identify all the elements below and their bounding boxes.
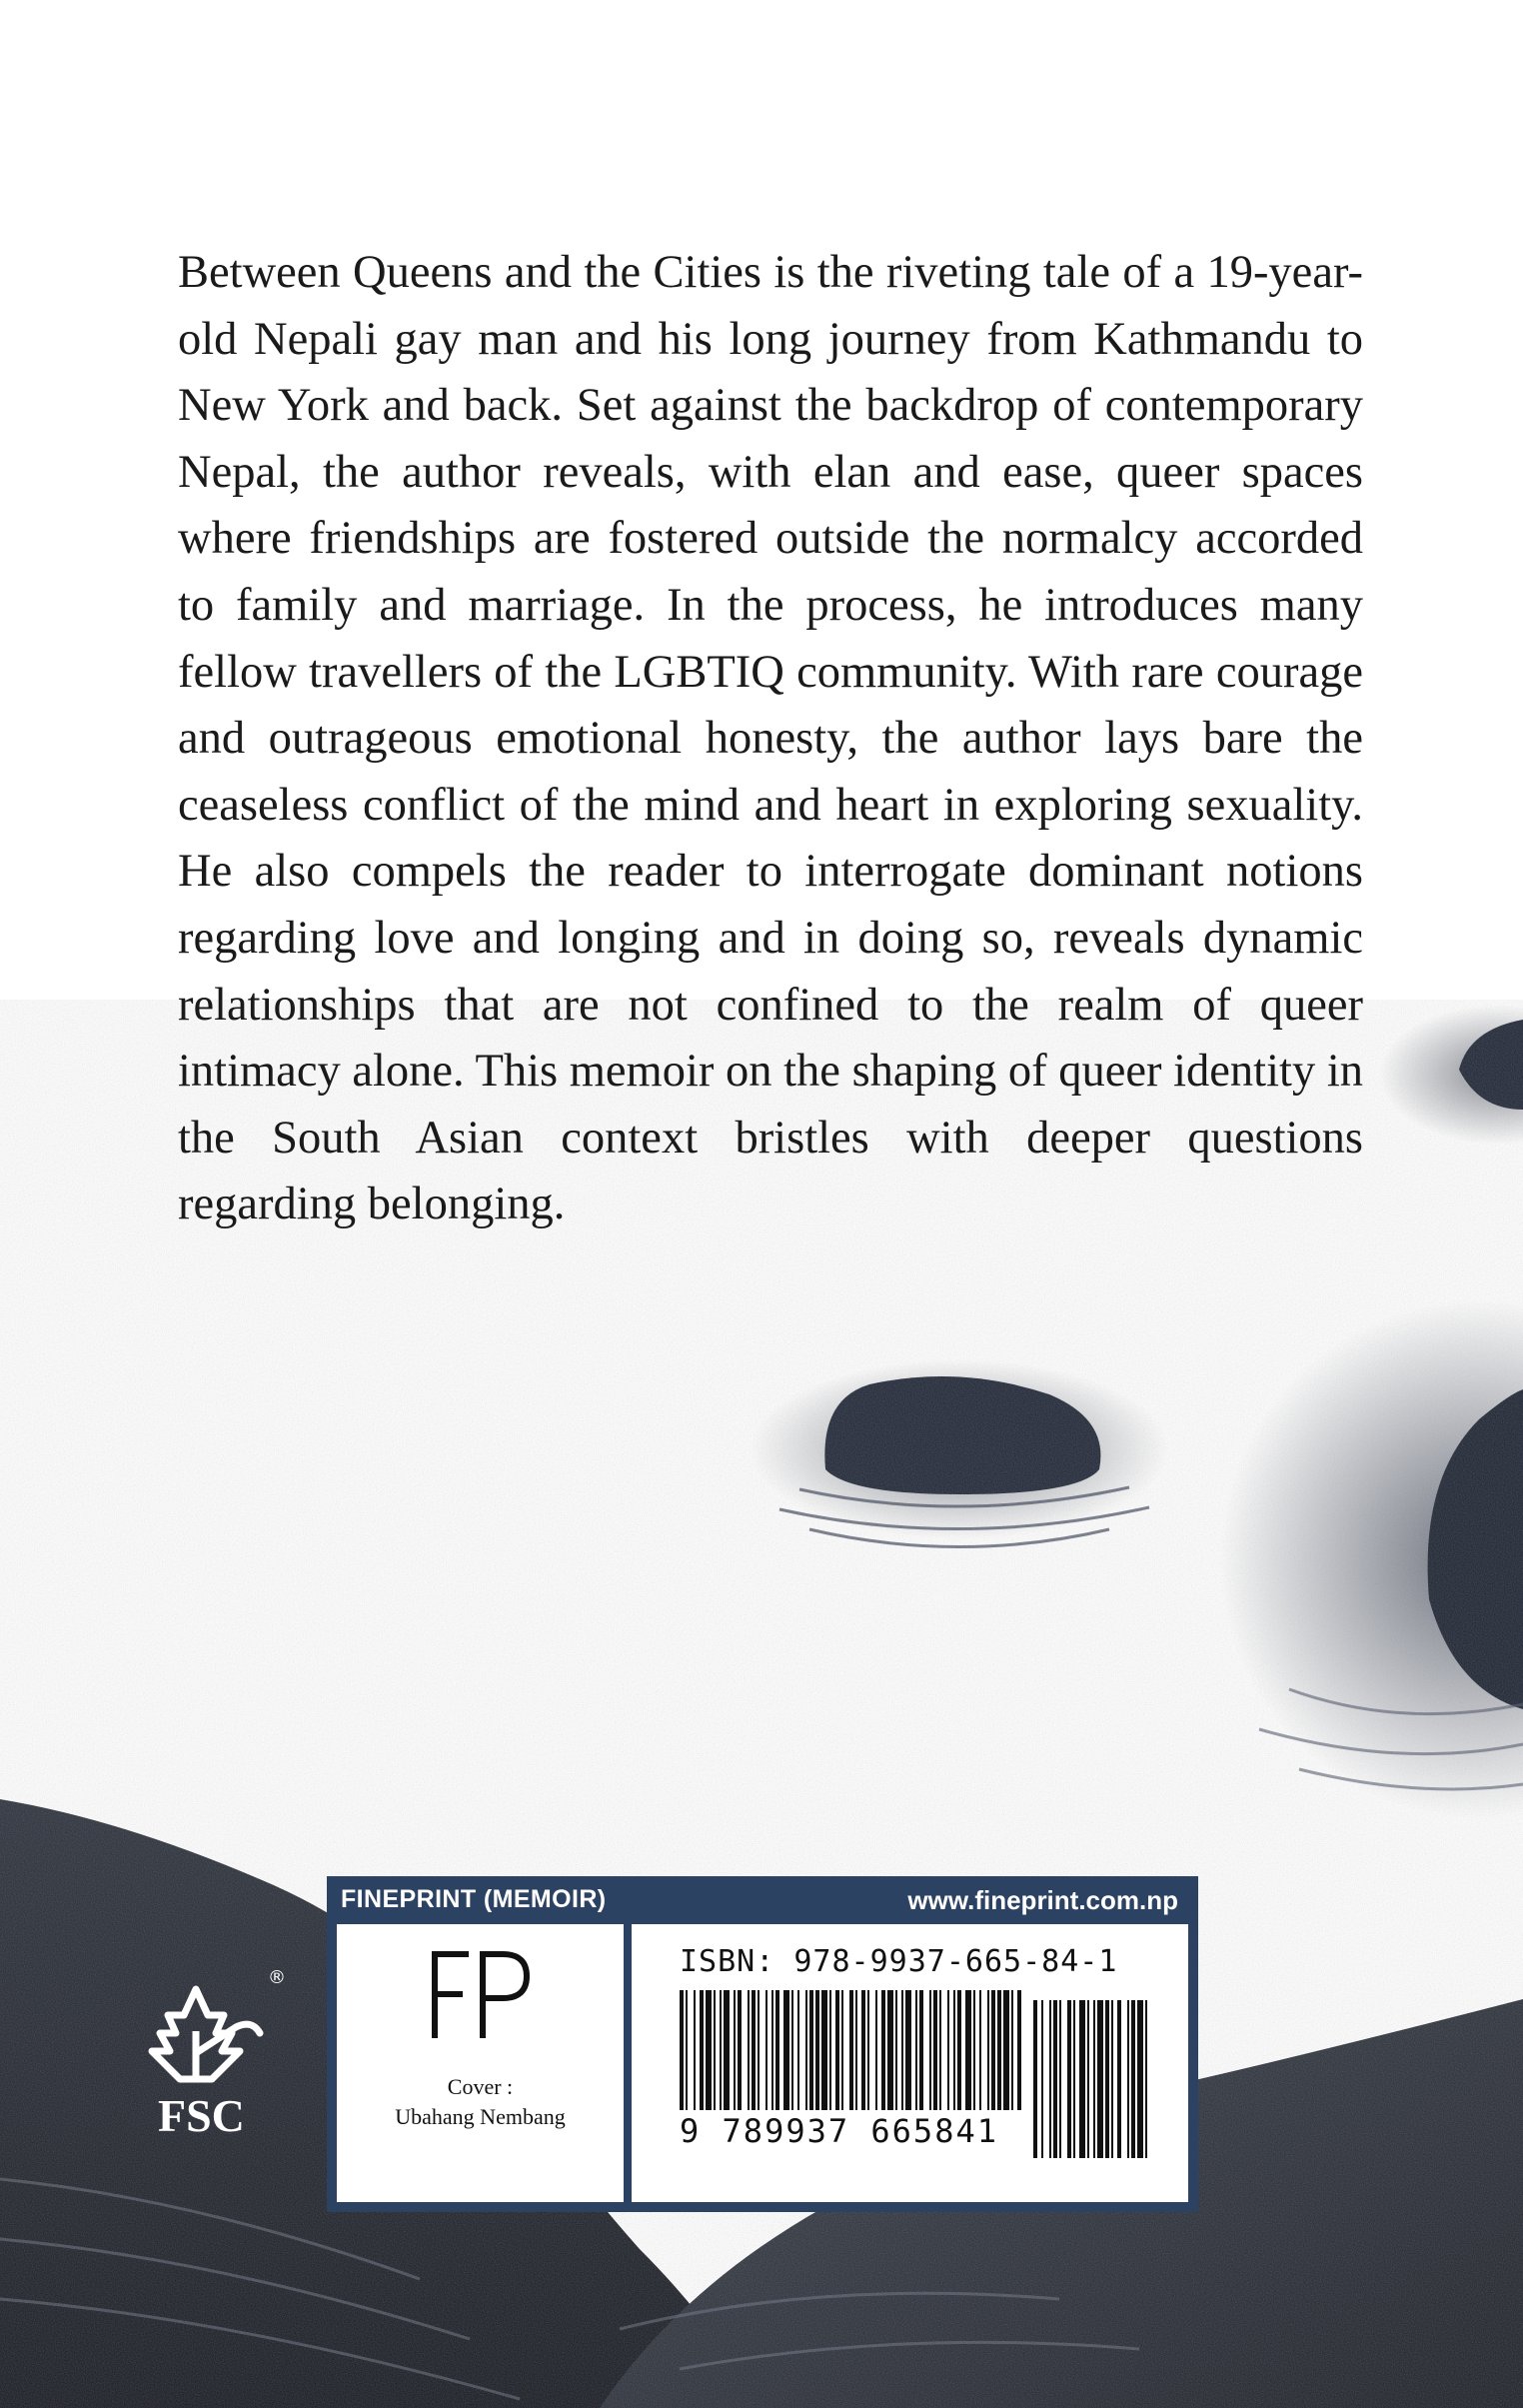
barcode-bar xyxy=(991,1990,995,2110)
barcode-bar xyxy=(867,1990,869,2110)
barcode-addon-bar xyxy=(1137,2000,1143,2158)
barcode-bar xyxy=(901,1990,903,2110)
publisher-header-bar xyxy=(327,1876,1198,1922)
fsc-label: FSC xyxy=(158,2090,245,2141)
isbn-number: ISBN: 978-9937-665-84-1 xyxy=(680,1944,1118,1979)
back-cover-blurb: Between Queens and the Cities is the riveting tale of a 19-year-old Nepali gay man and his long journey from Kathmandu to New York and back. Set against the backdrop of contemporary Nepal, the author reveals, with elan and ease, queer spaces where friendships are fostered outside the normalcy accorded to family and marriage. In the process, he introduces many fellow travellers of the LGBTIQ community. With rare courage and outrageous emotional honesty, the author lays bare the ceaseless conflict of the mind and heart in exploring sexuality. He also compels the reader to interrogate dominant notions regarding love and longing and in doing so, reveals dynamic relationships that are not confined to the realm of queer intimacy alone. This memoir on the shaping of queer identity in the South Asian context bristles with deeper questions regarding belonging. xyxy=(178,247,1363,1230)
barcode-addon-bar xyxy=(1079,2000,1085,2158)
barcode-bar xyxy=(957,1990,961,2110)
barcode-addon-bar xyxy=(1067,2000,1071,2158)
barcode-bar xyxy=(748,1990,750,2110)
barcode-addon-bar xyxy=(1041,2000,1043,2158)
barcode-bar xyxy=(714,1990,716,2110)
barcode-bar xyxy=(821,1990,827,2110)
barcode-bar xyxy=(829,1990,831,2110)
barcode-bar xyxy=(841,1990,843,2110)
barcode-bar xyxy=(915,1990,917,2110)
barcode-addon-bar xyxy=(1117,2000,1121,2158)
fineprint-fp-logo xyxy=(425,1950,533,2040)
barcode-bar xyxy=(809,1990,813,2110)
barcode-addon-bar xyxy=(1105,2000,1109,2158)
barcode-bar xyxy=(1011,1990,1013,2110)
barcode xyxy=(680,1990,1159,2168)
barcode-bar xyxy=(987,1990,989,2110)
barcode-bar xyxy=(738,1990,742,2110)
barcode-bar xyxy=(775,1990,779,2110)
barcode-digits: 9 789937 665841 xyxy=(680,2112,1015,2150)
barcode-bar xyxy=(706,1990,712,2110)
barcode-bar xyxy=(997,1990,1001,2110)
barcode-bar xyxy=(724,1990,730,2110)
cover-credit-artist: Ubahang Nembang xyxy=(395,2104,566,2129)
barcode-bar xyxy=(947,1990,949,2110)
barcode-bar xyxy=(929,1990,931,2110)
barcode-bar xyxy=(680,1990,684,2110)
barcode-bar xyxy=(791,1990,793,2110)
barcode-bar xyxy=(905,1990,911,2110)
barcode-bar xyxy=(758,1990,760,2110)
barcode-bar xyxy=(861,1990,865,2110)
publisher-logo-panel xyxy=(337,1924,624,2202)
barcode-bar xyxy=(752,1990,756,2110)
barcode-bar xyxy=(765,1990,767,2110)
barcode-addon-bar xyxy=(1033,2000,1037,2158)
barcode-addon-bar xyxy=(1087,2000,1089,2158)
barcode-addon-bar xyxy=(1131,2000,1135,2158)
barcode-bar xyxy=(973,1990,975,2110)
barcode-bar xyxy=(686,1990,688,2110)
barcode-bar xyxy=(895,1990,897,2110)
barcode-addon-bar xyxy=(1111,2000,1113,2158)
barcode-bar xyxy=(979,1990,981,2110)
barcode-bar xyxy=(875,1990,877,2110)
barcode-bar xyxy=(815,1990,819,2110)
barcode-bar xyxy=(1003,1990,1009,2110)
barcode-bar xyxy=(783,1990,789,2110)
barcode-bar xyxy=(1017,1990,1021,2110)
barcode-bar xyxy=(835,1990,839,2110)
barcode-bar xyxy=(933,1990,937,2110)
fsc-registered-mark: ® xyxy=(268,1967,286,1988)
barcode-addon-bar xyxy=(1097,2000,1103,2158)
barcode-bar xyxy=(939,1990,941,2110)
barcode-bar xyxy=(849,1990,853,2110)
barcode-addon-bar xyxy=(1049,2000,1051,2158)
barcode-bar xyxy=(965,1990,971,2110)
barcode-bar xyxy=(919,1990,923,2110)
barcode-bar xyxy=(720,1990,722,2110)
barcode-addon-bar xyxy=(1053,2000,1057,2158)
barcode-bar xyxy=(805,1990,807,2110)
fsc-certification-logo xyxy=(140,1967,300,2141)
barcode-addon-bar xyxy=(1073,2000,1075,2158)
barcode-addon-bar xyxy=(1093,2000,1095,2158)
barcode-bar xyxy=(797,1990,799,2110)
publisher-website-link[interactable]: www.fineprint.com.np xyxy=(907,1885,1178,1915)
isbn-panel xyxy=(632,1924,1188,2202)
barcode-addon-bar xyxy=(1145,2000,1147,2158)
cover-credit-label: Cover : xyxy=(447,2074,514,2099)
barcode-bar xyxy=(953,1990,955,2110)
barcode-bar xyxy=(734,1990,736,2110)
barcode-addon-bar xyxy=(1059,2000,1061,2158)
barcode-bar xyxy=(881,1990,885,2110)
publisher-info-box xyxy=(327,1876,1198,2212)
barcode-bar xyxy=(771,1990,773,2110)
barcode-bar xyxy=(855,1990,857,2110)
publisher-imprint: FINEPRINT (MEMOIR) xyxy=(341,1885,607,1913)
barcode-bar xyxy=(694,1990,696,2110)
barcode-bar xyxy=(887,1990,893,2110)
fsc-tree-icon xyxy=(140,1971,300,2091)
barcode-bar xyxy=(700,1990,704,2110)
barcode-addon-bar xyxy=(1127,2000,1129,2158)
